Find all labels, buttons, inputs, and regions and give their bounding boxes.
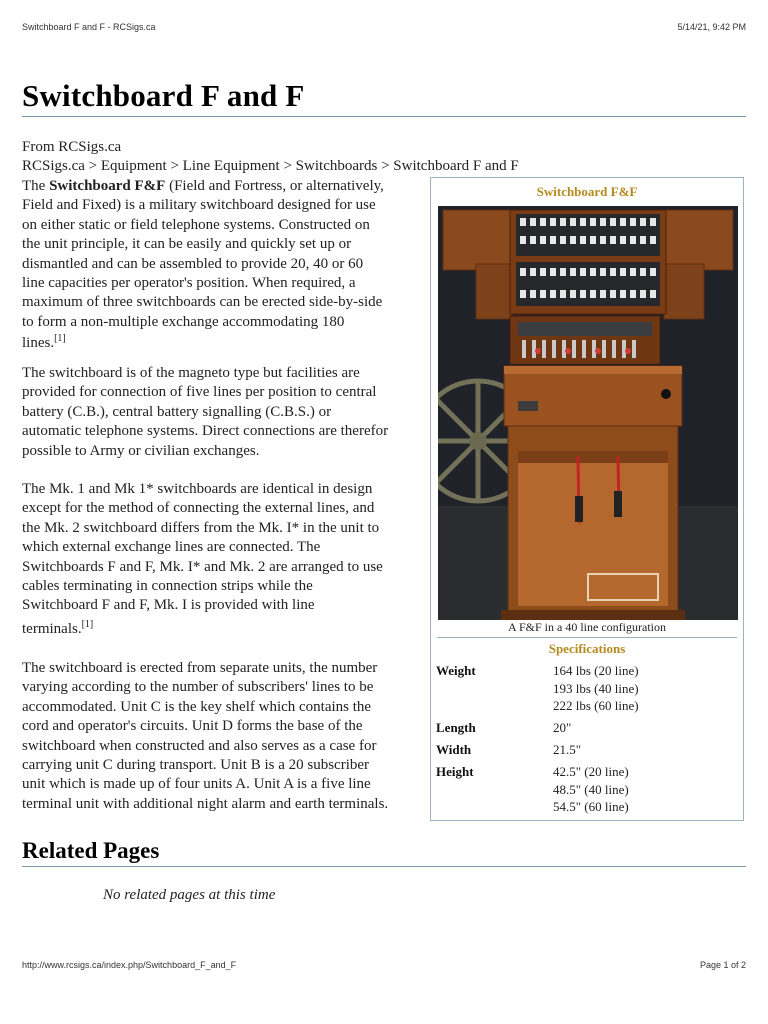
spec-key: Width — [436, 742, 472, 757]
intro-line: maximum of three switchboards can be erected side-by-side — [22, 294, 383, 311]
page-number: Page 1 of 2 — [699, 960, 746, 970]
intro-line: the unit principle, it can be easily and quickly set up or — [22, 236, 352, 253]
intro-line: line capacities per operator's position. When required, a — [22, 275, 356, 292]
from-line: From RCSigs.ca — [22, 139, 122, 155]
breadcrumb[interactable]: RCSigs.ca > Equipment > Line Equipment > Switchboards > Switchboard F and F — [22, 158, 519, 174]
citation-link[interactable]: [1] — [54, 333, 66, 345]
spec-key: Length — [436, 720, 476, 735]
spec-row-width — [436, 741, 738, 759]
print-header — [22, 22, 746, 32]
infobox-title: Switchboard F&F — [536, 184, 638, 199]
spec-values — [553, 741, 581, 759]
paragraph-line: which external exchange lines are connected. The — [22, 539, 321, 556]
spec-values — [553, 763, 629, 816]
spec-values — [553, 662, 639, 715]
no-related-pages-text: No related pages at this time — [103, 887, 276, 903]
related-pages-heading: Related Pages — [22, 838, 160, 863]
spec-row-weight — [436, 662, 738, 716]
paragraph-line: switchboard when constructed and also serves as a case for — [22, 737, 377, 754]
intro-line-text: (Field and Fortress, or alternatively, — [165, 178, 384, 194]
title-divider — [22, 116, 746, 117]
paragraph-line: automatic telephone systems. Direct connections are therefor — [22, 423, 389, 440]
paragraph-line: possible to Army or civilian exchanges. — [22, 442, 260, 459]
intro-line: on either static or field telephone systems. Constructed on — [22, 216, 370, 233]
switchboard-photo[interactable] — [438, 206, 738, 620]
infobox-divider — [437, 637, 737, 638]
switchboard-illustration — [438, 206, 738, 620]
intro-line: dismantled and can be assembled to provide 20, 40 or 60 — [22, 255, 364, 272]
intro-paragraph — [22, 177, 417, 354]
intro-bold-term: Switchboard F&F — [49, 178, 166, 194]
paragraph-line: cord and operator's circuits. Unit D forms the base of the — [22, 718, 363, 735]
intro-line — [22, 334, 417, 353]
spec-key: Weight — [436, 663, 476, 678]
print-header-datetime: 5/14/21, 9:42 PM — [677, 22, 746, 32]
spec-value: 20" — [553, 720, 572, 735]
paragraph-line: unit which is made up of four units A. Unit A is a five line — [22, 776, 371, 793]
spec-value: 42.5" (20 line) — [553, 764, 629, 779]
spec-value: 222 lbs (60 line) — [553, 698, 639, 714]
paragraph-line: terminal unit with additional night alarm and earth terminals. — [22, 795, 389, 812]
intro-line — [22, 177, 417, 196]
intro-line: Field and Fixed) is a military switchboard designed for use — [22, 197, 376, 214]
page-title: Switchboard F and F — [22, 78, 305, 113]
print-footer — [22, 960, 746, 970]
paragraph-line: cables terminating in connection strips while the — [22, 578, 313, 595]
spec-value: 48.5" (40 line) — [553, 781, 629, 797]
spec-value: 193 lbs (40 line) — [553, 680, 639, 696]
intro-line-text: lines. — [22, 335, 55, 352]
print-header-title: Switchboard F and F - RCSigs.ca — [22, 22, 156, 32]
paragraph-line: The switchboard is erected from separate units, the number — [22, 660, 378, 676]
spec-value: 164 lbs (20 line) — [553, 663, 639, 678]
spec-row-height — [436, 763, 738, 817]
paragraph-line: The switchboard is of the magneto type but facilities are — [22, 365, 360, 381]
paragraph-line — [22, 620, 417, 639]
photo-caption: A F&F in a 40 line configuration — [508, 620, 666, 634]
related-divider — [22, 866, 746, 867]
paragraph-line: accommodated. Unit C is the key shelf which contains the — [22, 698, 372, 715]
paragraph-line: The Mk. 1 and Mk 1* switchboards are identical in design — [22, 481, 373, 497]
paragraph-line-text: terminals. — [22, 620, 82, 637]
paragraph-line: Switchboards F and F, Mk. I* and Mk. 2 are arranged to use — [22, 558, 383, 575]
spec-key: Height — [436, 764, 474, 779]
page-url: http://www.rcsigs.ca/index.php/Switchboard_F_and_F — [22, 960, 237, 970]
magneto-paragraph — [22, 364, 417, 461]
spec-value: 21.5" — [553, 742, 582, 757]
spec-value: 54.5" (60 line) — [553, 799, 629, 815]
citation-link[interactable]: [1] — [81, 618, 94, 630]
paragraph-line: battery (C.B.), central battery signalling (C.B.S.) or — [22, 403, 332, 420]
marks-paragraph — [22, 480, 417, 639]
spec-row-length — [436, 719, 738, 737]
spec-values — [553, 719, 571, 737]
units-paragraph — [22, 659, 417, 814]
infobox — [430, 177, 744, 821]
paragraph-line: provided for connection of five lines per position to central — [22, 384, 377, 401]
specifications-heading: Specifications — [548, 641, 626, 656]
intro-prefix: The — [22, 178, 50, 194]
paragraph-line: varying according to the number of subscribers' lines to be — [22, 679, 374, 696]
paragraph-line: carrying unit C during transport. Unit B is a 20 subscriber — [22, 757, 370, 774]
paragraph-line: except for the method of connecting the external lines, and — [22, 500, 375, 517]
intro-line: to form a non-multiple exchange accommodating 180 — [22, 313, 345, 330]
paragraph-line: Switchboard F and F, Mk. I is provided with line — [22, 597, 315, 614]
paragraph-line: the Mk. 2 switchboard differs from the Mk. I* in the unit to — [22, 519, 380, 536]
